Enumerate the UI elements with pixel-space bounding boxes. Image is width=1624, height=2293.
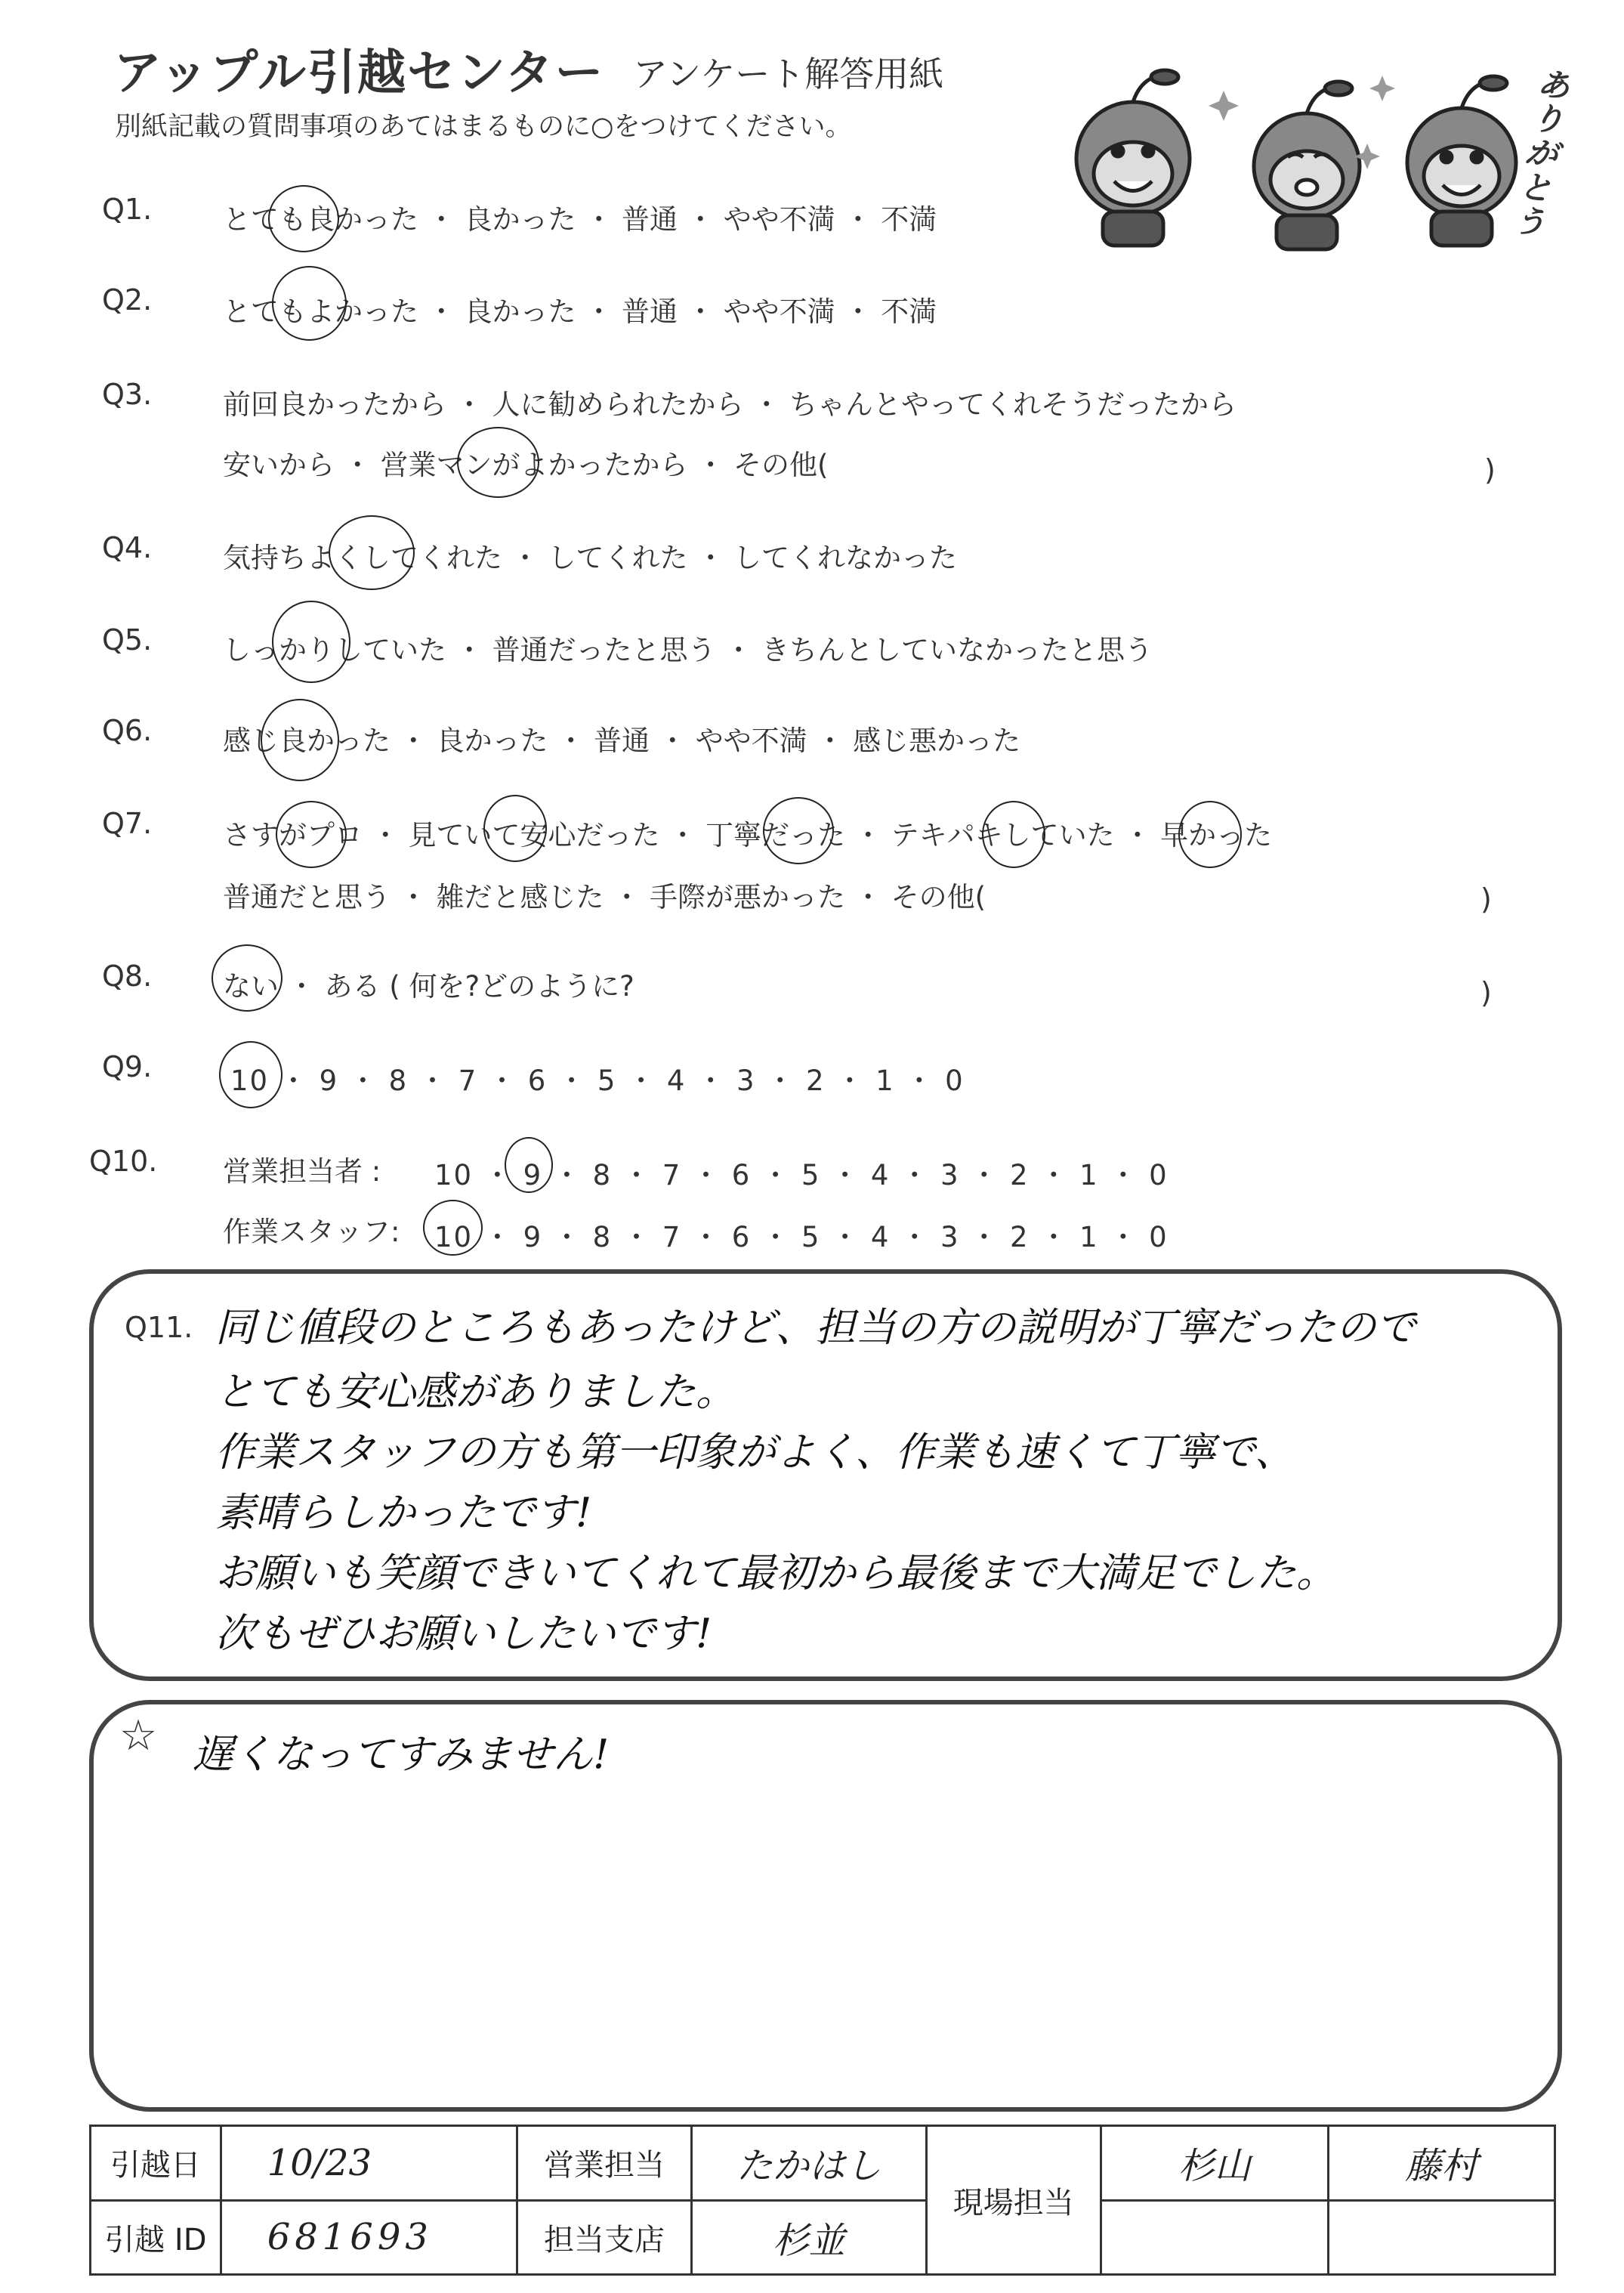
q4-options[interactable]: 気持ちよくしてくれた ・ してくれた ・ してくれなかった xyxy=(223,542,958,574)
q3-label: Q3. xyxy=(102,378,153,411)
q3-options-line2[interactable]: 安いから ・ 営業マンがよかったから ・ その他( xyxy=(223,449,829,481)
q5-options[interactable]: しっかりしていた ・ 普通だったと思う ・ きちんとしていなかったと思う xyxy=(223,634,1153,666)
answer-circle-q10-sales xyxy=(505,1137,553,1193)
q2-label: Q2. xyxy=(102,283,153,317)
q2-options[interactable]: とてもよかった ・ 良かった ・ 普通 ・ やや不満 ・ 不満 xyxy=(223,295,937,328)
answer-circle-q7-a xyxy=(276,801,347,868)
q11-comment-line-2: とても安心感がありました。 xyxy=(215,1369,736,1415)
mascot-monkeys-illustration xyxy=(1035,60,1564,257)
form-title: アップル引越センター xyxy=(113,45,605,101)
q7-options-line2[interactable]: 普通だと思う ・ 雑だと感じた ・ 手際が悪かった ・ その他( xyxy=(223,881,986,913)
move-info-table xyxy=(89,2125,1556,2276)
answer-circle-q6 xyxy=(261,699,339,781)
site-staff-empty-cell-2 xyxy=(1328,2200,1555,2275)
site-staff-value-2: 藤村 xyxy=(1328,2126,1555,2201)
q8-options[interactable]: ない ・ ある ( 何を?どのように? xyxy=(223,970,634,1003)
mascot-thanks-text: ありがとう xyxy=(1511,63,1573,243)
q8-close-paren: ) xyxy=(1480,976,1492,1009)
move-id-value: 681693 xyxy=(221,2200,517,2275)
q10-sales-label: 営業担当者 : xyxy=(223,1155,381,1188)
q11-comment-line-5: お願いも笑顔できいてくれて最初から最後まで大満足でした。 xyxy=(215,1550,1336,1596)
branch-label: 担当支店 xyxy=(517,2200,692,2275)
answer-circle-q2 xyxy=(272,266,347,341)
instruction-text: 別紙記載の質問事項のあてはまるものに○をつけてください。 xyxy=(115,112,852,142)
q11-comment-line-1: 同じ値段のところもあったけど、担当の方の説明が丁寧だったので xyxy=(215,1305,1416,1351)
q11-label: Q11. xyxy=(125,1311,193,1344)
form-subtitle: アンケート解答用紙 xyxy=(633,54,944,94)
site-staff-value-1: 杉山 xyxy=(1101,2126,1328,2201)
answer-circle-q1 xyxy=(268,185,339,252)
sales-staff-value: たかはし xyxy=(692,2126,926,2201)
site-staff-empty-cell-1 xyxy=(1101,2200,1328,2275)
answer-circle-q10-staff xyxy=(423,1200,483,1256)
q8-label: Q8. xyxy=(102,960,153,993)
q11-comment-line-6: 次もぜひお願いしたいです! xyxy=(215,1611,712,1657)
q1-options[interactable]: とても良かった ・ 良かった ・ 普通 ・ やや不満 ・ 不満 xyxy=(223,203,937,236)
q7-close-paren: ) xyxy=(1480,882,1492,916)
sales-staff-label: 営業担当 xyxy=(517,2126,692,2201)
move-date-label: 引越日 xyxy=(91,2126,221,2201)
answer-circle-q5 xyxy=(272,601,350,683)
q6-options[interactable]: 感じ良かった ・ 良かった ・ 普通 ・ やや不満 ・ 感じ悪かった xyxy=(223,725,1021,757)
q9-label: Q9. xyxy=(102,1050,153,1083)
q6-label: Q6. xyxy=(102,714,153,747)
move-date-value: 10/23 xyxy=(221,2126,517,2201)
answer-circle-q3 xyxy=(457,427,539,498)
site-staff-label: 現場担当 xyxy=(926,2126,1101,2275)
star-icon: ☆ xyxy=(119,1711,158,1760)
q4-label: Q4. xyxy=(102,531,153,564)
q11-comment-line-4: 素晴らしかったです! xyxy=(215,1490,592,1536)
q7-label: Q7. xyxy=(102,807,153,840)
q10-staff-label: 作業スタッフ: xyxy=(223,1216,400,1248)
q10-staff-scale[interactable]: 10 ・ 9 ・ 8 ・ 7 ・ 6 ・ 5 ・ 4 ・ 3 ・ 2 ・ 1 ・ 0 xyxy=(434,1221,1169,1253)
answer-circle-q7-c xyxy=(763,797,834,864)
extra-comment-text: 遅くなってすみません! xyxy=(193,1732,610,1778)
q3-close-paren: ) xyxy=(1484,453,1496,487)
branch-value: 杉並 xyxy=(692,2200,926,2275)
answer-circle-q7-b xyxy=(483,795,547,862)
move-id-label: 引越 ID xyxy=(91,2200,221,2275)
q9-scale[interactable]: 10 ・ 9 ・ 8 ・ 7 ・ 6 ・ 5 ・ 4 ・ 3 ・ 2 ・ 1 ・ 0 xyxy=(230,1065,965,1097)
q10-sales-scale[interactable]: 10 ・ 9 ・ 8 ・ 7 ・ 6 ・ 5 ・ 4 ・ 3 ・ 2 ・ 1 ・ 0 xyxy=(434,1159,1169,1191)
answer-circle-q9 xyxy=(219,1041,283,1108)
q1-label: Q1. xyxy=(102,193,153,226)
answer-circle-q7-d xyxy=(982,801,1045,868)
answer-circle-q8 xyxy=(211,944,283,1012)
q7-options-line1[interactable]: さすがプロ ・ 見ていて安心だった ・ 丁寧だった ・ テキパキしていた ・ 早かった xyxy=(223,819,1273,851)
q5-label: Q5. xyxy=(102,623,153,657)
q10-label: Q10. xyxy=(89,1145,158,1178)
answer-circle-q7-e xyxy=(1178,801,1242,868)
q3-options-line1[interactable]: 前回良かったから ・ 人に勧められたから ・ ちゃんとやってくれそうだったから xyxy=(223,388,1237,421)
q11-comment-line-3: 作業スタッフの方も第一印象がよく、作業も速くて丁寧で、 xyxy=(215,1429,1295,1476)
answer-circle-q4 xyxy=(329,515,415,590)
